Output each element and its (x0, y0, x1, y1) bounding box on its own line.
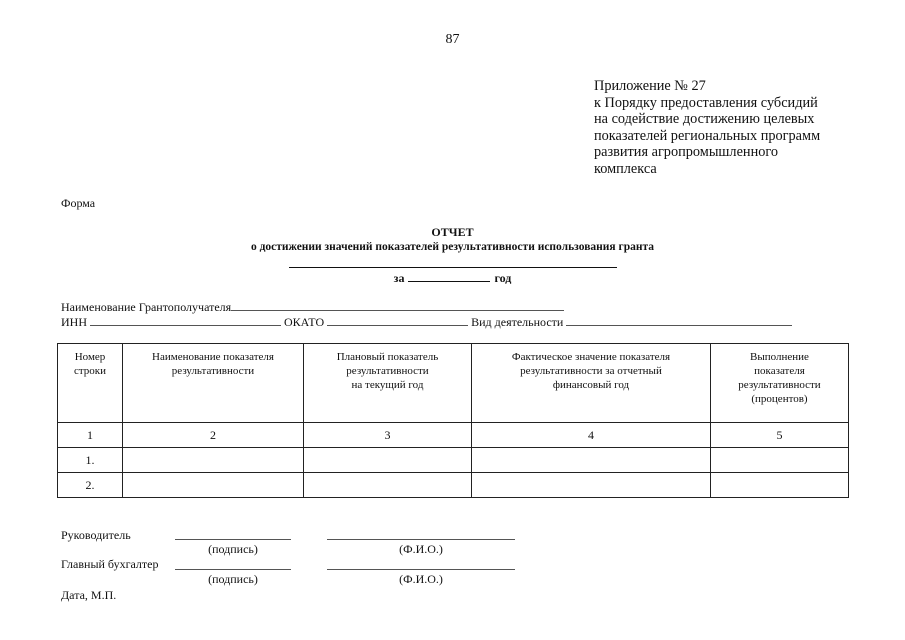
completion-cell[interactable] (711, 473, 849, 498)
header-planned-value (304, 344, 472, 423)
inn-okato-row (61, 314, 792, 330)
grantee-label: Наименование Грантополучателя (61, 300, 232, 314)
actual-value-cell[interactable] (472, 473, 711, 498)
appendix-heading (594, 78, 894, 177)
column-number-row (58, 423, 849, 448)
header-text: Выполнение (750, 351, 809, 363)
activity-label: Вид деятельности (471, 315, 564, 329)
date-stamp-label: Дата, М.П. (61, 588, 117, 602)
year-input-line[interactable] (408, 270, 490, 282)
header-text: на текущий год (351, 379, 424, 391)
head-signature-line[interactable] (175, 539, 291, 540)
accountant-name-caption: (Ф.И.О.) (399, 572, 443, 586)
indicator-name-cell[interactable] (123, 448, 304, 473)
header-actual-value (472, 344, 711, 423)
grant-name-line[interactable] (289, 267, 617, 268)
report-year-row (0, 270, 905, 286)
appendix-line: к Порядку предоставления субсидий (594, 94, 818, 111)
header-text: показателя (754, 365, 805, 377)
header-text: Номер (74, 351, 106, 363)
appendix-line: на содействие достижению целевых (594, 111, 815, 127)
head-signature-caption: (подпись) (208, 542, 258, 556)
header-text: Фактическое значение показателя (511, 351, 671, 363)
header-completion-percent (711, 344, 849, 423)
column-number: 1 (58, 423, 123, 448)
chief-accountant-label: Главный бухгалтер (61, 557, 159, 571)
column-number: 3 (304, 423, 472, 448)
header-text: (процентов) (751, 393, 808, 405)
grantee-input-line[interactable] (231, 299, 564, 311)
header-indicator-name (123, 344, 304, 423)
accountant-signature-line[interactable] (175, 569, 291, 570)
completion-cell[interactable] (711, 448, 849, 473)
header-text: результативности (346, 365, 429, 377)
grantee-field (61, 299, 564, 315)
year-suffix: год (494, 271, 512, 285)
report-table (57, 343, 849, 498)
column-number: 2 (123, 423, 304, 448)
appendix-line: показателей региональных программ (594, 127, 821, 144)
header-text: Наименование показателя (152, 351, 274, 363)
column-number: 5 (711, 423, 849, 448)
page-number: 87 (445, 32, 460, 47)
table-header-row (58, 344, 849, 423)
okato-input-line[interactable] (327, 314, 468, 326)
form-label: Форма (61, 196, 96, 210)
column-number: 4 (472, 423, 711, 448)
head-name-line[interactable] (327, 539, 515, 540)
year-prefix: за (393, 271, 405, 285)
inn-label: ИНН (61, 315, 87, 329)
report-title: ОТЧЕТ (431, 225, 474, 239)
header-text: результативности за отчетный (520, 365, 662, 377)
row-number-cell: 2. (58, 473, 123, 498)
actual-value-cell[interactable] (472, 448, 711, 473)
inn-input-line[interactable] (90, 314, 281, 326)
header-row-number (58, 344, 123, 423)
head-name-caption: (Ф.И.О.) (399, 542, 443, 556)
header-text: результативности (171, 365, 255, 377)
planned-value-cell[interactable] (304, 448, 472, 473)
appendix-line: развития агропромышленного (594, 144, 779, 160)
activity-input-line[interactable] (566, 314, 792, 326)
report-subtitle: о достижении значений показателей результативности использования гранта (250, 241, 655, 253)
table-row (58, 473, 849, 498)
appendix-line: Приложение № 27 (594, 78, 706, 94)
header-text: строки (73, 365, 107, 377)
indicator-name-cell[interactable] (123, 473, 304, 498)
head-label: Руководитель (61, 528, 131, 542)
row-number-cell: 1. (58, 448, 123, 473)
appendix-line: комплекса (594, 160, 657, 177)
header-text: Плановый показатель (336, 351, 439, 363)
accountant-name-line[interactable] (327, 569, 515, 570)
planned-value-cell[interactable] (304, 473, 472, 498)
header-text: результативности (738, 379, 821, 391)
table-row (58, 448, 849, 473)
okato-label: ОКАТО (284, 315, 325, 329)
header-text: финансовый год (552, 379, 630, 391)
accountant-signature-caption: (подпись) (208, 572, 258, 586)
